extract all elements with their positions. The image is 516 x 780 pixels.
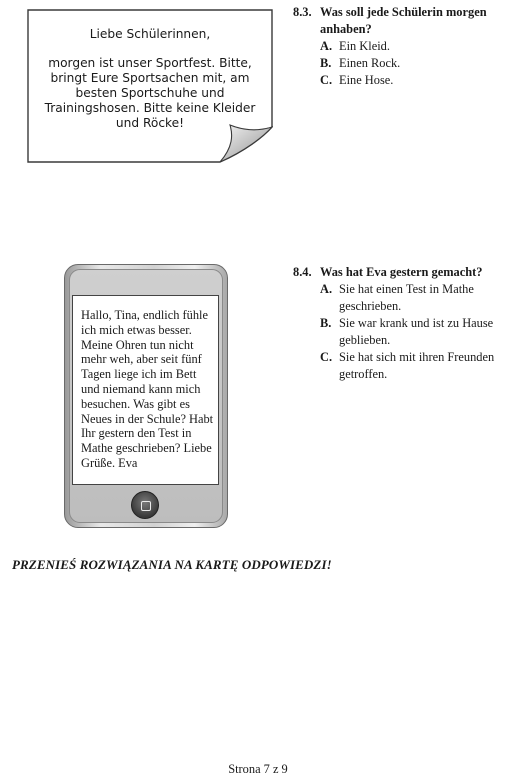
question-text: Was soll jede Schülerin morgen anhaben?: [320, 5, 487, 36]
note-body: morgen ist unser Sportfest. Bitte, bringt Eure Sportsachen mit, am besten Sportschuhe und Trainingshosen. Bitte keine Kleider und Röcke!: [44, 56, 256, 130]
note-text: [33, 27, 267, 131]
option-text: Ein Kleid.: [339, 39, 390, 53]
page-number: Strona 7 z 9: [228, 762, 288, 776]
sportfest-note: [27, 9, 273, 163]
option-text: Sie hat sich mit ihren Freunden getroffen.: [339, 350, 495, 381]
option-letter: B.: [320, 316, 332, 330]
answer-option-c: [320, 349, 508, 383]
answer-option-a: [320, 38, 503, 55]
answer-option-b: [320, 55, 503, 72]
option-letter: A.: [320, 39, 333, 53]
option-text: Sie hat einen Test in Mathe geschrieben.: [339, 282, 474, 313]
option-letter: C.: [320, 73, 333, 87]
question-8-4: [293, 264, 508, 383]
option-text: Sie war krank und ist zu Hause geblieben.: [339, 316, 494, 347]
question-number: 8.4.: [293, 265, 312, 279]
phone-screen: [72, 295, 219, 485]
question-8-3: [293, 4, 503, 89]
option-letter: B.: [320, 56, 332, 70]
option-text: Einen Rock.: [339, 56, 401, 70]
answer-option-b: [320, 315, 508, 349]
question-header: [293, 4, 503, 38]
phone-message: Hallo, Tina, endlich fühle ich mich etwas besser. Meine Ohren tun nicht mehr weh, aber seit fünf Tagen liege ich im Bett und niemand kann mich besuchen. Was gibt es Neues in der Schule? Habt Ihr gestern den Test in Mathe geschrieben? Liebe Grüße. Eva: [81, 308, 214, 470]
answer-option-a: [320, 281, 508, 315]
answer-option-c: [320, 72, 503, 89]
question-number: 8.3.: [293, 5, 312, 19]
transfer-answers-instruction: PRZENIEŚ ROZWIĄZANIA NA KARTĘ ODPOWIEDZI!: [12, 557, 332, 572]
question-text: Was hat Eva gestern gemacht?: [320, 265, 483, 279]
phone-illustration: [64, 264, 228, 528]
home-button-icon: [131, 491, 159, 519]
option-letter: A.: [320, 282, 333, 296]
note-greeting: Liebe Schülerinnen,: [89, 27, 211, 41]
option-letter: C.: [320, 350, 333, 364]
option-text: Eine Hose.: [339, 73, 394, 87]
question-header: [293, 264, 508, 281]
